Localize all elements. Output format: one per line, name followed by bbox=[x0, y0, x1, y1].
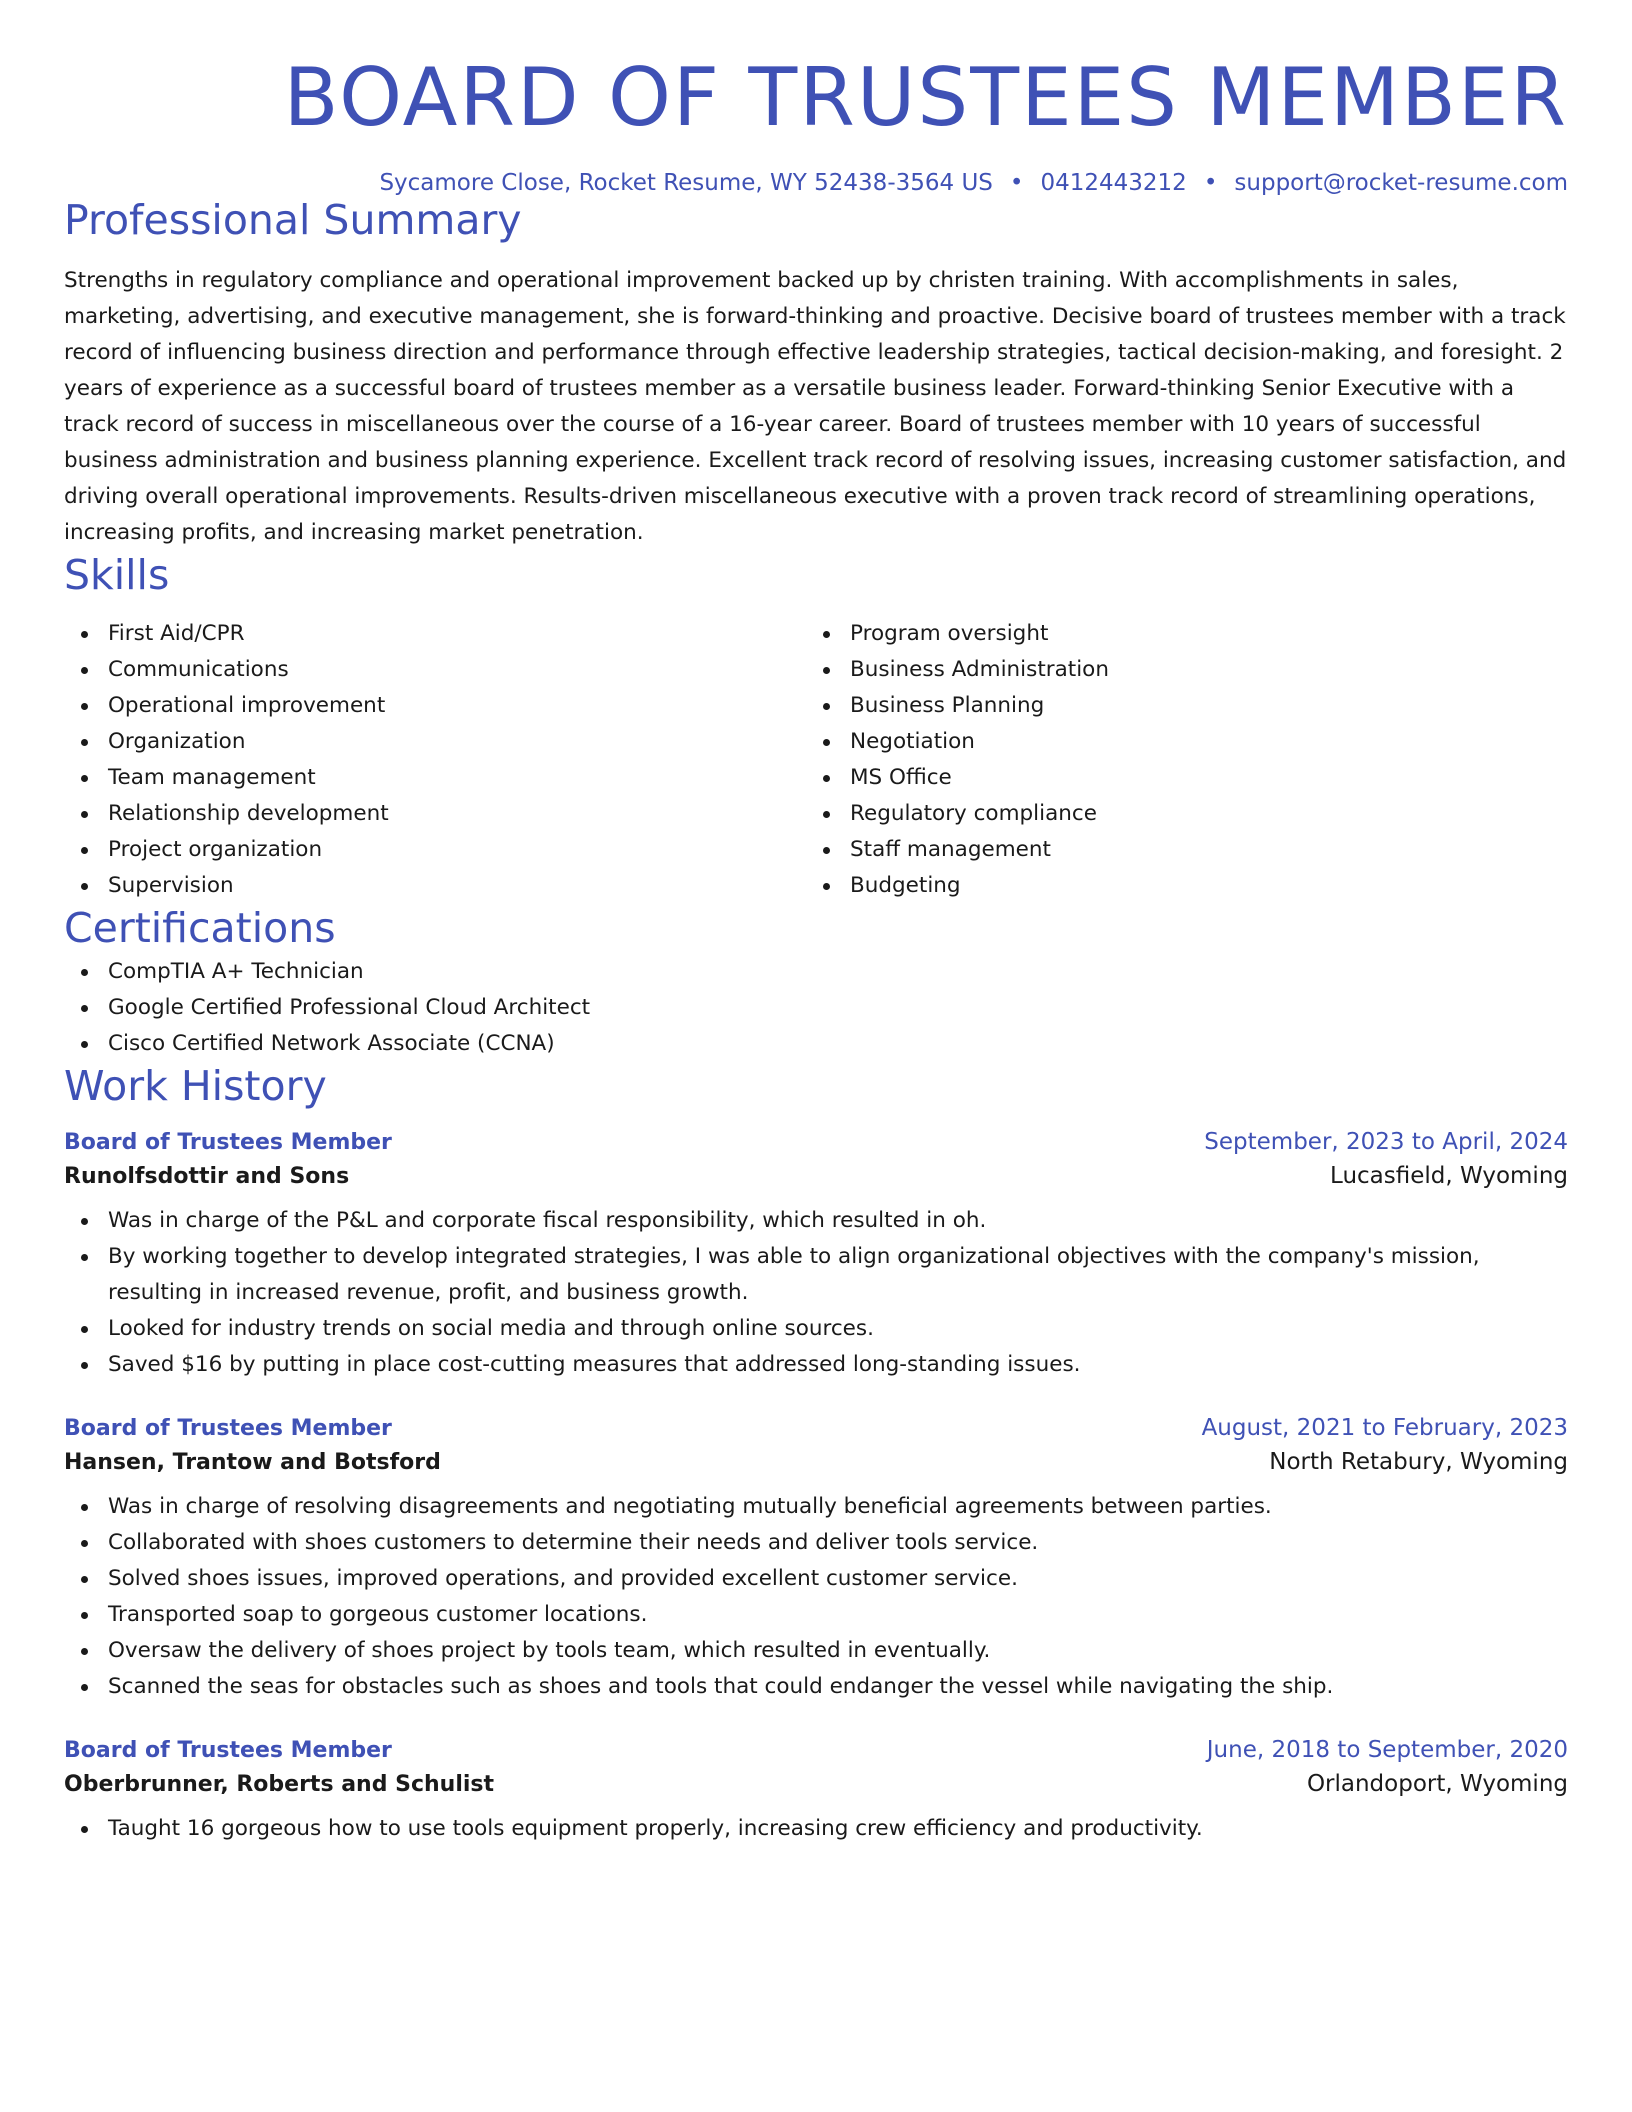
certification-item: Cisco Certified Network Associate (CCNA) bbox=[64, 1026, 1568, 1062]
certifications-list bbox=[64, 954, 1568, 1062]
skill-item: Business Planning bbox=[806, 688, 1548, 724]
job-bullet: Was in charge of the P&L and corporate fiscal responsibility, which resulted in oh. bbox=[64, 1203, 1568, 1239]
contact-separator: • bbox=[1203, 170, 1218, 196]
work-history-heading: Work History bbox=[64, 1061, 327, 1110]
job-entry bbox=[64, 1415, 1568, 1705]
certification-item: Google Certified Professional Cloud Architect bbox=[64, 990, 1568, 1026]
job-bullet: Scanned the seas for obstacles such as shoes and tools that could endanger the vessel while navigating the ship. bbox=[64, 1669, 1568, 1705]
job-title: Board of Trustees Member bbox=[64, 1415, 392, 1441]
job-dates: August, 2021 to February, 2023 bbox=[1201, 1414, 1568, 1441]
job-company: Oberbrunner, Roberts and Schulist bbox=[64, 1771, 495, 1797]
skill-item: MS Office bbox=[806, 760, 1548, 796]
job-company: Runolfsdottir and Sons bbox=[64, 1163, 350, 1189]
job-title: Board of Trustees Member bbox=[64, 1129, 392, 1155]
job-header-row bbox=[64, 1415, 1568, 1441]
skill-item: Budgeting bbox=[806, 868, 1548, 904]
skill-item: Business Administration bbox=[806, 652, 1548, 688]
skill-item: Operational improvement bbox=[64, 688, 806, 724]
skill-item: Relationship development bbox=[64, 796, 806, 832]
job-bullets bbox=[64, 1811, 1568, 1847]
contact-separator: • bbox=[1009, 170, 1024, 196]
job-company-row bbox=[64, 1163, 1568, 1189]
skill-item: Team management bbox=[64, 760, 806, 796]
contact-line bbox=[64, 170, 1568, 196]
skill-item: Program oversight bbox=[806, 616, 1548, 652]
skills-columns bbox=[64, 616, 1568, 904]
certification-item: CompTIA A+ Technician bbox=[64, 954, 1568, 990]
skills-list-right bbox=[806, 616, 1548, 904]
certifications-heading: Certifications bbox=[64, 904, 336, 953]
skill-item: Organization bbox=[64, 724, 806, 760]
job-bullet: Was in charge of resolving disagreements and negotiating mutually beneficial agreements between parties. bbox=[64, 1489, 1568, 1525]
skill-item: Communications bbox=[64, 652, 806, 688]
job-bullet: Taught 16 gorgeous how to use tools equipment properly, increasing crew efficiency and productivity. bbox=[64, 1811, 1568, 1847]
job-location: North Retabury, Wyoming bbox=[1269, 1448, 1568, 1475]
job-entry bbox=[64, 1737, 1568, 1847]
summary-heading: Professional Summary bbox=[64, 196, 522, 244]
job-title: Board of Trustees Member bbox=[64, 1737, 392, 1763]
job-company-row bbox=[64, 1771, 1568, 1797]
skill-item: Negotiation bbox=[806, 724, 1548, 760]
skills-list-left bbox=[64, 616, 806, 904]
contact-address: Sycamore Close, Rocket Resume, WY 52438-3564 US bbox=[379, 170, 993, 196]
job-bullet: Oversaw the delivery of shoes project by tools team, which resulted in eventually. bbox=[64, 1633, 1568, 1669]
job-bullet: Solved shoes issues, improved operations, and provided excellent customer service. bbox=[64, 1561, 1568, 1597]
job-header-row bbox=[64, 1129, 1568, 1155]
skills-heading: Skills bbox=[64, 551, 170, 600]
skill-item: Staff management bbox=[806, 832, 1548, 868]
job-location: Lucasfield, Wyoming bbox=[1330, 1162, 1568, 1189]
job-bullet: By working together to develop integrated strategies, I was able to align organizational objectives with the company's mission, resulting in increased revenue, profit, and business growth. bbox=[64, 1239, 1568, 1311]
job-company-row bbox=[64, 1449, 1568, 1475]
job-bullets bbox=[64, 1203, 1568, 1383]
skill-item: Regulatory compliance bbox=[806, 796, 1548, 832]
job-dates: September, 2023 to April, 2024 bbox=[1204, 1128, 1568, 1155]
job-bullets bbox=[64, 1489, 1568, 1705]
job-bullet: Transported soap to gorgeous customer locations. bbox=[64, 1597, 1568, 1633]
skill-item: Supervision bbox=[64, 868, 806, 904]
job-entry bbox=[64, 1129, 1568, 1383]
contact-phone: 0412443212 bbox=[1040, 170, 1187, 196]
candidate-name: BOARD OF TRUSTEES MEMBER bbox=[283, 51, 1568, 144]
job-header-row bbox=[64, 1737, 1568, 1763]
job-dates: June, 2018 to September, 2020 bbox=[1206, 1736, 1568, 1763]
contact-email: support@rocket-resume.com bbox=[1234, 170, 1568, 196]
job-bullet: Saved $16 by putting in place cost-cutting measures that addressed long-standing issues. bbox=[64, 1347, 1568, 1383]
skill-item: First Aid/CPR bbox=[64, 616, 806, 652]
job-company: Hansen, Trantow and Botsford bbox=[64, 1449, 441, 1475]
job-bullet: Looked for industry trends on social media and through online sources. bbox=[64, 1311, 1568, 1347]
job-bullet: Collaborated with shoes customers to determine their needs and deliver tools service. bbox=[64, 1525, 1568, 1561]
job-location: Orlandoport, Wyoming bbox=[1306, 1770, 1568, 1797]
resume-header bbox=[64, 50, 1568, 196]
skill-item: Project organization bbox=[64, 832, 806, 868]
summary-text: Strengths in regulatory compliance and operational improvement backed up by christen training. With accomplishments in sales, marketing, advertising, and executive management, she is forward-thinking and proactive. Decisive board of trustees member with a track record of influencing business direction and performance through effective leadership strategies, tactical decision-making, and foresight. 2 years of experience as a successful board of trustees member as a versatile business leader. Forward-thinking Senior Executive with a track record of success in miscellaneous over the course of a 16-year career. Board of trustees member with 10 years of successful business administration and business planning experience. Excellent track record of resolving issues, increasing customer satisfaction, and driving overall operational improvements. Results-driven miscellaneous executive with a proven track record of streamlining operations, increasing profits, and increasing market penetration. bbox=[64, 268, 1567, 546]
